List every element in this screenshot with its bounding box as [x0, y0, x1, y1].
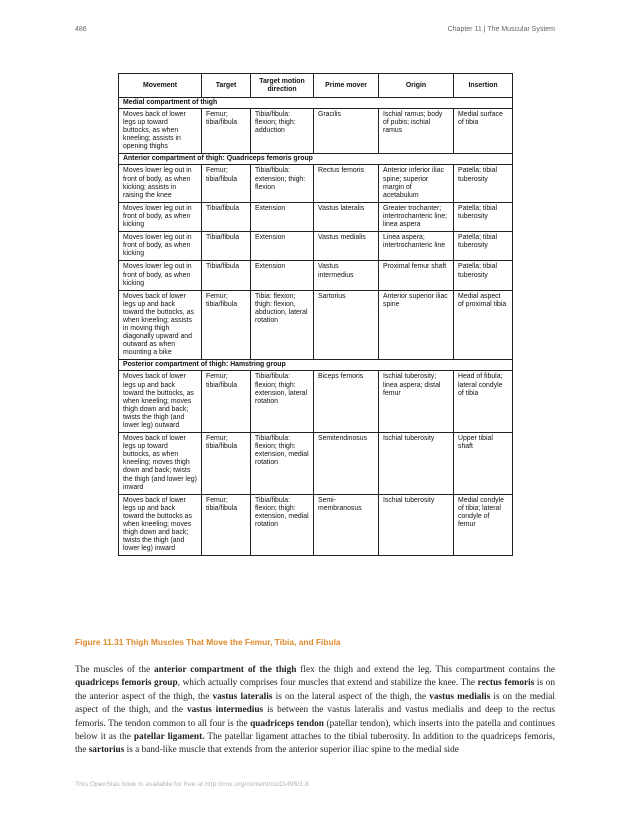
section-title: Medial compartment of thigh	[119, 98, 513, 109]
table-cell: Ischial tuberosity; linea aspera; distal femur	[379, 371, 454, 433]
text-run: is on the medial aspect of the thigh, and the	[75, 691, 555, 716]
column-header: Target	[202, 74, 251, 98]
table-cell: Anterior inferior iliac spine; superior margin of acetabulum	[379, 165, 454, 202]
body-paragraph	[75, 664, 555, 758]
text-run: (patellar tendon), which inserts into the patella and continues below it as the	[75, 718, 555, 743]
table-cell: Patella; tibial tuberosity	[454, 202, 513, 231]
table-cell: Moves back of lower legs up and back toward the buttocks as when kneeling; moves thigh down and back; twists the thigh (and lower leg) inward	[119, 494, 202, 556]
table-cell: Medial condyle of tibia; lateral condyle of femur	[454, 494, 513, 556]
table-cell: Tibia/fibula	[202, 202, 251, 231]
table-cell: Moves lower leg out in front of body, as when kicking	[119, 232, 202, 261]
page-footer: This OpenStax book is available for free at http://cnx.org/content/col11496/1.8	[75, 781, 309, 788]
table-cell: Tibia/fibula	[202, 232, 251, 261]
table-header-row	[119, 74, 513, 98]
column-header: Origin	[379, 74, 454, 98]
table-cell: Moves lower leg out in front of body, as when kicking; assists in raising the knee	[119, 165, 202, 202]
table-cell: Moves back of lower legs up and back toward the buttocks, as when kneeling; moves thigh down and back; twists the thigh (and lower leg) outward	[119, 371, 202, 433]
bold-term: sartorius	[88, 745, 125, 756]
text-run: flex the thigh and extend the leg. This compartment contains the	[296, 665, 555, 675]
text-run: The patellar ligament attaches to the tibial tuberosity. In addition to the quadriceps femoris, the	[75, 732, 555, 756]
table-body	[119, 98, 513, 556]
bold-term: anterior compartment of the thigh	[154, 665, 297, 675]
table-cell: Tibia/fibula: flexion; thigh: extension, medial rotation	[251, 433, 314, 495]
bold-term: vastus intermedius	[186, 705, 264, 716]
table-cell: Tibia: flexion; thigh: flexion, abduction, lateral rotation	[251, 290, 314, 360]
text-run: is on the lateral aspect of the thigh, the	[272, 691, 430, 702]
column-header: Insertion	[454, 74, 513, 98]
chapter-header: Chapter 11 | The Muscular System	[447, 26, 555, 33]
table-cell: Moves lower leg out in front of body, as when kicking	[119, 202, 202, 231]
table-cell: Medial surface of tibia	[454, 109, 513, 154]
bold-term: rectus femoris	[477, 678, 535, 689]
bold-term: patellar ligament.	[133, 732, 205, 743]
text-run: is a band-like muscle that extends from the anterior superior iliac spine to the medial side	[124, 745, 459, 756]
table-cell: Femur; tibia/fibula	[202, 494, 251, 556]
table-cell: Sartorius	[314, 290, 379, 360]
table-cell: Semitendinosus	[314, 433, 379, 495]
table-cell: Moves back of lower legs up toward buttocks, as when kneeling; moves thigh down and back; twists the thigh (and lower leg) inward	[119, 433, 202, 495]
table-cell: Ischial ramus; body of pubis; ischial ramus	[379, 109, 454, 154]
page-number: 486	[75, 26, 87, 33]
column-header: Target motion direction	[251, 74, 314, 98]
table-cell: Tibia/fibula: extension; thigh: flexion	[251, 165, 314, 202]
table-cell: Femur; tibia/fibula	[202, 433, 251, 495]
thigh-muscles-table	[118, 73, 513, 556]
table-row	[119, 290, 513, 360]
table-row	[119, 232, 513, 261]
bold-term: quadriceps tendon	[250, 718, 324, 729]
table-cell: Semi- membranosus	[314, 494, 379, 556]
table-cell: Moves lower leg out in front of body, as when kicking	[119, 261, 202, 290]
table-row	[119, 494, 513, 556]
table-cell: Biceps femoris	[314, 371, 379, 433]
table-cell: Femur; tibia/fibula	[202, 371, 251, 433]
table-row	[119, 165, 513, 202]
table-cell: Vastus intermedius	[314, 261, 379, 290]
table-cell: Vastus lateralis	[314, 202, 379, 231]
table-cell: Gracilis	[314, 109, 379, 154]
text-run: , which actually comprises four muscles that extend and stabilize the knee. The	[177, 678, 478, 689]
column-header: Prime mover	[314, 74, 379, 98]
table-row	[119, 261, 513, 290]
table-cell: Greater trochanter; intertrochanteric line; linea aspera	[379, 202, 454, 231]
table-cell: Proximal femur shaft	[379, 261, 454, 290]
table-cell: Vastus medialis	[314, 232, 379, 261]
table-cell: Tibia/fibula: flexion; thigh: adduction	[251, 109, 314, 154]
table-cell: Head of fibula; lateral condyle of tibia	[454, 371, 513, 433]
table-row	[119, 202, 513, 231]
table-cell: Extension	[251, 232, 314, 261]
bold-term: vastus medialis	[429, 691, 491, 702]
table-cell: Upper tibial shaft	[454, 433, 513, 495]
table-cell: Patella; tibial tuberosity	[454, 261, 513, 290]
table-cell: Rectus femoris	[314, 165, 379, 202]
table-cell: Patella; tibial tuberosity	[454, 165, 513, 202]
text-run: The muscles of the	[75, 665, 155, 675]
table-cell: Extension	[251, 202, 314, 231]
table-cell: Anterior superior iliac spine	[379, 290, 454, 360]
table-cell: Tibia/fibula: flexion; thigh: extension, lateral rotation	[251, 371, 314, 433]
table-cell: Tibia/fibula: flexion; thigh: extension, medial rotation	[251, 494, 314, 556]
section-row	[119, 98, 513, 109]
table-row	[119, 109, 513, 154]
bold-term: quadriceps femoris group	[75, 678, 178, 689]
table-cell: Ischial tuberosity	[379, 433, 454, 495]
table-cell: Femur; tibia/fibula	[202, 165, 251, 202]
table-cell: Moves back of lower legs up and back toward the buttocks, as when kneeling; assists in moving thigh diagonally upward and outward as when mounting a bike	[119, 290, 202, 360]
text-run: is between the vastus lateralis and vastus medialis and deep to the rectus femoris. The tendon common to all four is the	[75, 705, 555, 729]
table-cell: Moves back of lower legs up toward buttocks, as when kneeling; assists in opening thighs	[119, 109, 202, 154]
section-row	[119, 360, 513, 371]
column-header: Movement	[119, 74, 202, 98]
table-cell: Ischial tuberosity	[379, 494, 454, 556]
section-row	[119, 154, 513, 165]
figure-caption: Figure 11.31 Thigh Muscles That Move the Femur, Tibia, and Fibula	[75, 637, 341, 647]
bold-term: vastus lateralis	[212, 691, 273, 702]
table-row	[119, 371, 513, 433]
section-title: Anterior compartment of thigh: Quadriceps femoris group	[119, 154, 513, 165]
text-run: is on the anterior aspect of the thigh, the	[75, 678, 555, 702]
table-cell: Femur; tibia/fibula	[202, 290, 251, 360]
table-cell: Linea aspera; intertrochanteric line	[379, 232, 454, 261]
table-cell: Extension	[251, 261, 314, 290]
table-cell: Medial aspect of proximal tibia	[454, 290, 513, 360]
table-cell: Tibia/fibula	[202, 261, 251, 290]
table-cell: Patella; tibial tuberosity	[454, 232, 513, 261]
section-title: Posterior compartment of thigh: Hamstring group	[119, 360, 513, 371]
table-row	[119, 433, 513, 495]
table-cell: Femur; tibia/fibula	[202, 109, 251, 154]
